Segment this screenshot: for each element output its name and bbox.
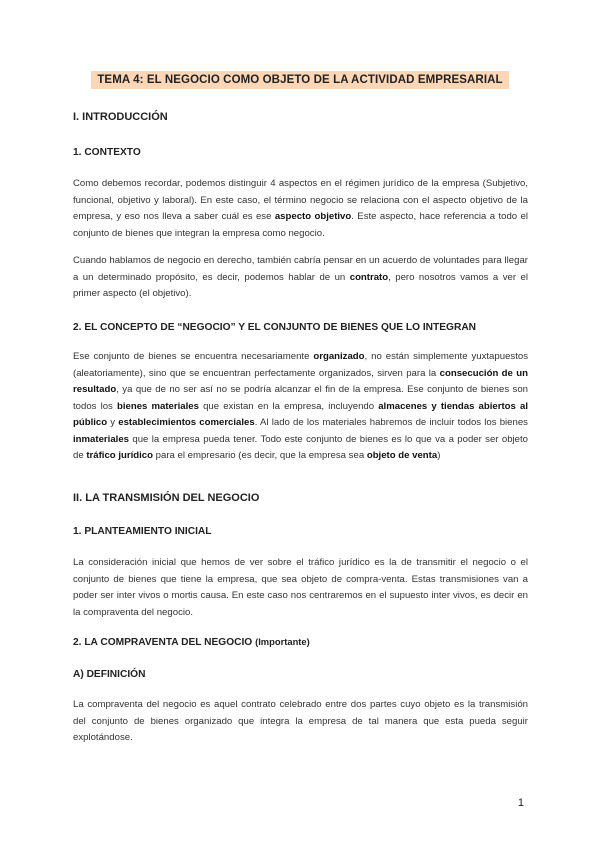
- subsection-heading-compraventa: [73, 636, 310, 648]
- text-run: La compraventa del negocio es aquel contrato celebrado entre dos partes cuyo objeto es la transmisión del conjunto de bienes organizado que integra la empresa de tal manera que esta pueda seguir explotándose.: [73, 699, 528, 743]
- paragraph-concepto-negocio: [73, 349, 528, 465]
- text-run: . Este aspecto, hace referencia a todo el conjunto de bienes que integran la empresa como negocio.: [73, 211, 528, 239]
- document-title: TEMA 4: EL NEGOCIO COMO OBJETO DE LA ACTIVIDAD EMPRESARIAL: [91, 71, 508, 89]
- subsection-heading-planteamiento: 1. PLANTEAMIENTO INICIAL: [73, 526, 212, 537]
- bold-run: aspecto objetivo: [274, 211, 352, 222]
- text-run: , ya que de no ser así no se podría alcanzar el fin de la empresa. Ese conjunto de bienes son todos los: [73, 384, 528, 412]
- paragraph-definicion: [73, 697, 528, 747]
- page-number: 1: [517, 797, 524, 809]
- bold-run: establecimientos comerciales: [118, 417, 255, 428]
- text-run: que existan en la empresa, incluyendo: [198, 400, 379, 412]
- text-run: para el empresario (es decir, que la empresa sea: [152, 450, 367, 461]
- bold-run: objeto de venta: [366, 450, 438, 461]
- text-run: Como debemos recordar, podemos distinguir 4 aspectos en el régimen jurídico de la empresa (Subjetivo, funcional, objetivo y laboral). En este caso, el término negocio se relaciona con el aspecto objetivo de la empresa, y eso nos lleva a saber cuál es ese: [73, 178, 528, 222]
- text-run: ): [437, 450, 441, 461]
- bold-run: consecución de un resultado: [73, 367, 528, 395]
- text-run: , no están simplemente yuxtapuestos (aleatoriamente), sino que se encuentran perfectamente organizados, sirven para la: [73, 351, 528, 379]
- heading-text: 2. LA COMPRAVENTA DEL NEGOCIO: [73, 637, 256, 648]
- text-run: y: [107, 417, 119, 428]
- bold-run: bienes materiales: [116, 400, 199, 412]
- paragraph-contexto-2: [73, 253, 528, 303]
- text-run: La consideración inicial que hemos de ver sobre el tráfico jurídico es la de transmitir el negocio o el conjunto de bienes que tiene la empresa, que sea objeto de compra-venta. Estas transmisiones van a poder ser inter vivos o mortis causa. En este caso nos centraremos en el supuesto inter vivos, es decir en la compraventa del negocio.: [73, 557, 528, 618]
- bold-run: contrato: [349, 271, 389, 283]
- section-heading-transmision: II. LA TRANSMISIÓN DEL NEGOCIO: [73, 492, 260, 504]
- text-run: que la empresa pueda tener. Todo este conjunto de bienes es lo que va a poder ser objeto de: [73, 433, 528, 461]
- text-run: . Al lado de los materiales habremos de incluir todos los bienes: [254, 417, 528, 428]
- bold-run: tráfico jurídico: [86, 450, 153, 461]
- bold-run: inmateriales: [73, 433, 129, 445]
- heading-note: (Importante): [255, 636, 310, 647]
- title-wrap: [0, 70, 600, 89]
- text-run: , pero nosotros vamos a ver el primer aspecto (el objetivo).: [73, 271, 528, 299]
- paragraph-contexto-1: [73, 176, 528, 242]
- text-run: Ese conjunto de bienes se encuentra necesariamente: [73, 351, 314, 362]
- subsection-heading-concepto-negocio: 2. EL CONCEPTO DE “NEGOCIO” Y EL CONJUNTO DE BIENES QUE LO INTEGRAN: [73, 322, 477, 333]
- subsection-heading-definicion: A) DEFINICIÓN: [73, 669, 146, 680]
- subsection-heading-contexto: 1. CONTEXTO: [73, 147, 141, 158]
- section-heading-introduccion: I. INTRODUCCIÓN: [73, 111, 168, 123]
- text-run: Cuando hablamos de negocio en derecho, también cabría pensar en un acuerdo de voluntades para llegar a un determinado propósito, es decir, podemos hablar de un: [73, 255, 528, 283]
- bold-run: organizado: [313, 351, 365, 362]
- bold-run: almacenes y tiendas abiertos al público: [73, 400, 528, 428]
- paragraph-planteamiento: [73, 555, 528, 621]
